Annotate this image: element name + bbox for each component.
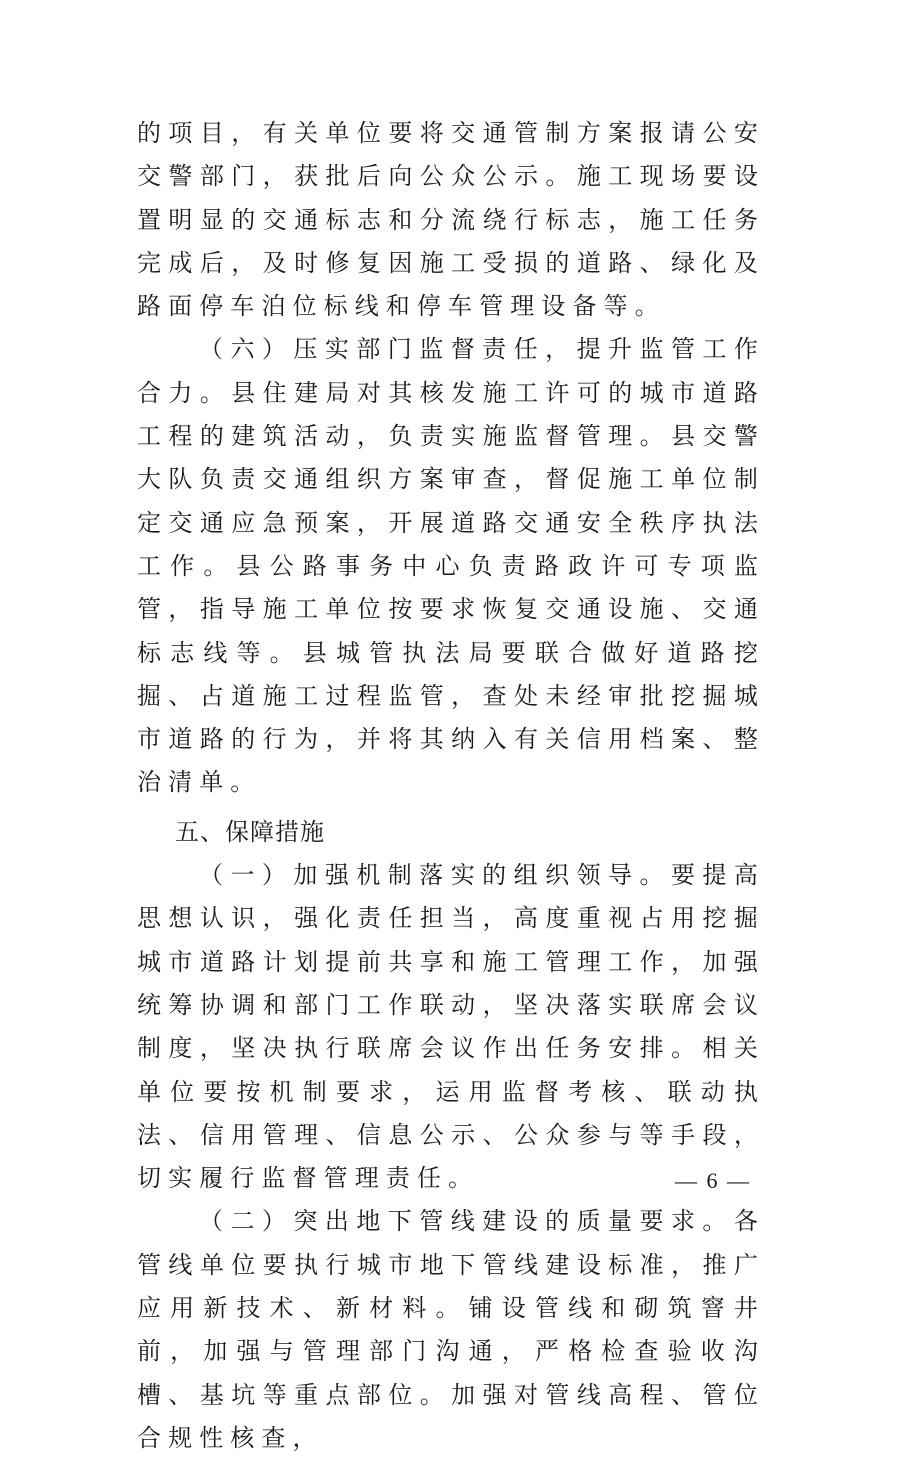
paragraph-text: 各管线单位要执行城市地下管线建设标准，推广应用新技术、新材料。铺设管线和砌筑窨井前，加强与管理部门沟通，严格检查验收沟槽、基坑等重点部位。加强对管线高程、管位合规性核查， (137, 1207, 765, 1452)
paragraph-continuation (137, 112, 765, 328)
paragraph-lead-heading: （二）突出地下管线建设的质量要求。 (199, 1207, 734, 1236)
paragraph-text: 要提高思想认识，强化责任担当，高度重视占用挖掘城市道路计划提前共享和施工管理工作，加强统筹协调和部门工作联动，坚决落实联席会议制度，坚决执行联席会议作出任务安排。相关单位要按机制要求，运用监督考核、联动执法、信用管理、信息公示、公众参与等手段，切实履行监督管理责任。 (137, 861, 765, 1193)
page-number: — 6 — (675, 1168, 751, 1193)
paragraph-organization-leadership (137, 854, 765, 1200)
paragraph-text: 县住建局对其核发施工许可的城市道路工程的建筑活动，负责实施监督管理。县交警大队负责交通组织方案审查，督促施工单位制定交通应急预案，开展道路交通安全秩序执法工作。县公路事务中心负责路政许可专项监管，指导施工单位按要求恢复交通设施、交通标志线等。县城管执法局要联合做好道路挖掘、占道施工过程监管，查处未经审批挖掘城市道路的行为，并将其纳入有关信用档案、整治清单。 (137, 378, 765, 797)
document-page (137, 112, 765, 1460)
paragraph-pipeline-quality (137, 1200, 765, 1460)
section-heading: 五、保障措施 (175, 817, 325, 846)
paragraph-lead-heading: （一）加强机制落实的组织领导。 (199, 861, 671, 890)
paragraph-text: 的项目，有关单位要将交通管制方案报请公安交警部门，获批后向公众公示。施工现场要设置明显的交通标志和分流绕行标志，施工任务完成后，及时修复因施工受损的道路、绿化及路面停车泊位标线和停车管理设备等。 (137, 119, 765, 321)
paragraph-supervision-duty (137, 328, 765, 804)
paragraph-lead-heading: （六）压实部门监督责任，提升监管工作合力。 (137, 335, 765, 407)
